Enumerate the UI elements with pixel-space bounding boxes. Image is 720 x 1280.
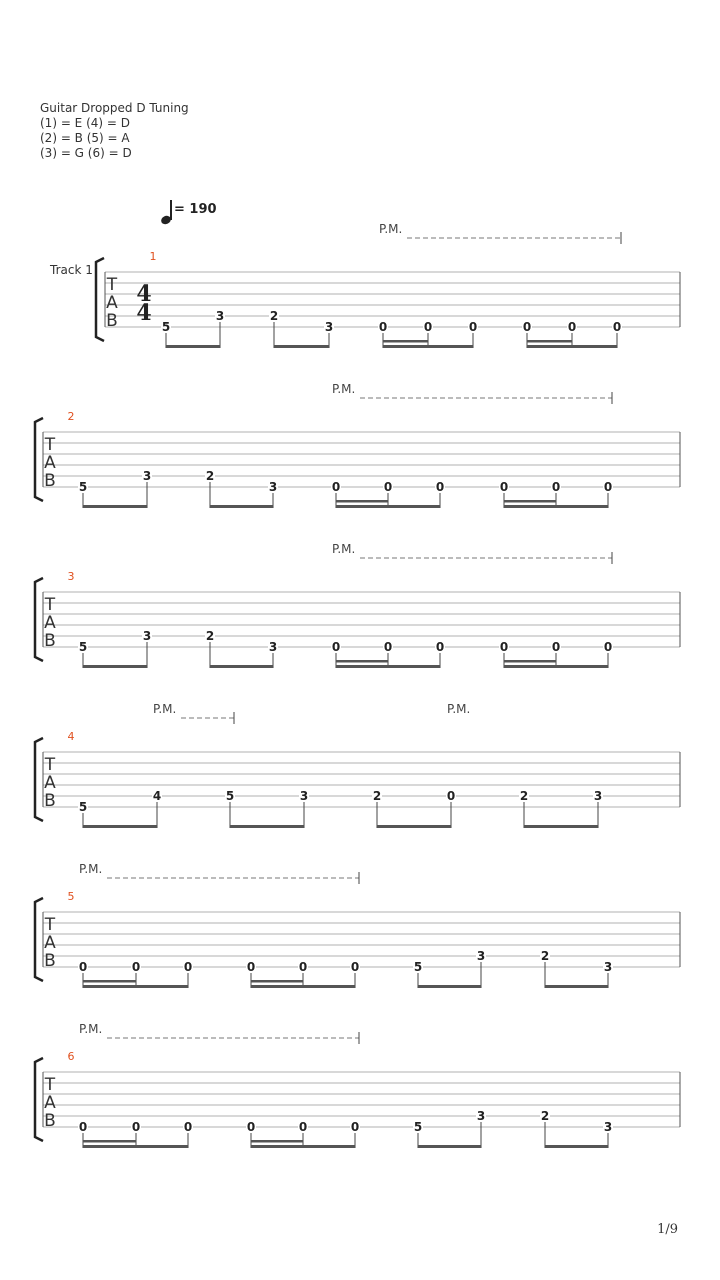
fret-number: 5 (78, 800, 88, 814)
fret-number: 3 (603, 1120, 613, 1134)
fret-number: 5 (413, 960, 423, 974)
tab-clef-letter: T (106, 275, 118, 295)
beam-secondary (336, 500, 388, 503)
time-signature-top: 4 (136, 281, 152, 307)
tab-clef-letter: B (44, 1111, 56, 1131)
system-bracket (35, 738, 43, 821)
tab-clef-letter: B (44, 631, 56, 651)
tuning-line: (2) = B (5) = A (40, 131, 130, 145)
beam (504, 505, 608, 508)
fret-number: 0 (383, 480, 393, 494)
fret-number: 2 (205, 469, 215, 483)
beam (251, 985, 355, 988)
fret-number: 0 (131, 1120, 141, 1134)
fret-number: 0 (499, 640, 509, 654)
beam-secondary (336, 660, 388, 663)
palm-mute-label: P.M. (447, 702, 471, 716)
beam (210, 505, 273, 508)
fret-number: 0 (603, 640, 613, 654)
fret-number: 4 (152, 789, 162, 803)
beam (274, 345, 329, 348)
beam-secondary (504, 660, 556, 663)
measure-number: 3 (67, 570, 75, 583)
tab-clef-letter: A (44, 773, 56, 793)
fret-number: 0 (183, 1120, 193, 1134)
fret-number: 0 (246, 960, 256, 974)
fret-number: 5 (161, 320, 171, 334)
measure-number: 5 (67, 890, 75, 903)
beam-secondary (251, 1140, 303, 1143)
tab-clef-letter: T (44, 915, 56, 935)
fret-number: 3 (268, 480, 278, 494)
fret-number: 0 (612, 320, 622, 334)
fret-number: 0 (298, 960, 308, 974)
palm-mute-label: P.M. (332, 382, 356, 396)
fret-number: 0 (446, 789, 456, 803)
tab-clef-letter: A (44, 613, 56, 633)
palm-mute-label: P.M. (153, 702, 177, 716)
fret-number: 3 (299, 789, 309, 803)
tab-clef-letter: A (44, 453, 56, 473)
fret-number: 0 (468, 320, 478, 334)
measure-number: 1 (149, 250, 157, 263)
tab-clef-letter: B (44, 791, 56, 811)
fret-number: 0 (183, 960, 193, 974)
fret-number: 0 (298, 1120, 308, 1134)
fret-number: 0 (383, 640, 393, 654)
system-bracket (35, 418, 43, 501)
fret-number: 0 (78, 960, 88, 974)
tab-clef-letter: T (44, 435, 56, 455)
measure-number: 4 (67, 730, 75, 743)
fret-number: 2 (269, 309, 279, 323)
tempo-value: = 190 (174, 202, 217, 217)
beam (83, 505, 147, 508)
beam (545, 985, 608, 988)
beam (418, 985, 481, 988)
fret-number: 2 (372, 789, 382, 803)
fret-number: 0 (331, 480, 341, 494)
fret-number: 2 (205, 629, 215, 643)
fret-number: 0 (551, 480, 561, 494)
system-bracket (35, 1058, 43, 1141)
beam-secondary (504, 500, 556, 503)
tuning-line: (1) = E (4) = D (40, 116, 130, 130)
fret-number: 0 (522, 320, 532, 334)
fret-number: 0 (131, 960, 141, 974)
fret-number: 0 (246, 1120, 256, 1134)
beam-secondary (251, 980, 303, 983)
fret-number: 3 (268, 640, 278, 654)
beam (83, 985, 188, 988)
beam (251, 1145, 355, 1148)
time-signature-bottom: 4 (136, 300, 152, 326)
fret-number: 3 (215, 309, 225, 323)
measure-number: 6 (67, 1050, 75, 1063)
beam (336, 505, 440, 508)
fret-number: 0 (435, 480, 445, 494)
beam (545, 1145, 608, 1148)
fret-number: 0 (350, 1120, 360, 1134)
fret-number: 0 (78, 1120, 88, 1134)
fret-number: 5 (413, 1120, 423, 1134)
track-label: Track 1 (50, 263, 93, 277)
fret-number: 0 (378, 320, 388, 334)
beam (210, 665, 273, 668)
page-number: 1/9 (657, 1222, 678, 1237)
tab-clef-letter: B (44, 951, 56, 971)
fret-number: 3 (603, 960, 613, 974)
fret-number: 5 (225, 789, 235, 803)
palm-mute-label: P.M. (79, 1022, 103, 1036)
beam-secondary (527, 340, 572, 343)
beam (527, 345, 617, 348)
system-bracket (96, 258, 104, 341)
beam (83, 665, 147, 668)
tuning-title: Guitar Dropped D Tuning (40, 101, 189, 115)
fret-number: 0 (331, 640, 341, 654)
fret-number: 3 (593, 789, 603, 803)
palm-mute-label: P.M. (79, 862, 103, 876)
palm-mute-label: P.M. (332, 542, 356, 556)
tab-clef-letter: T (44, 755, 56, 775)
beam (83, 1145, 188, 1148)
fret-number: 3 (476, 949, 486, 963)
beam (336, 665, 440, 668)
fret-number: 0 (551, 640, 561, 654)
beam (83, 825, 157, 828)
fret-number: 5 (78, 640, 88, 654)
fret-number: 0 (423, 320, 433, 334)
fret-number: 2 (540, 949, 550, 963)
fret-number: 3 (324, 320, 334, 334)
tab-clef-letter: B (44, 471, 56, 491)
beam (383, 345, 473, 348)
fret-number: 0 (350, 960, 360, 974)
tab-clef-letter: A (44, 933, 56, 953)
tab-clef-letter: A (44, 1093, 56, 1113)
tab-clef-letter: A (106, 293, 118, 313)
system-bracket (35, 578, 43, 661)
system-bracket (35, 898, 43, 981)
fret-number: 2 (540, 1109, 550, 1123)
tab-clef-letter: T (44, 595, 56, 615)
beam (166, 345, 220, 348)
fret-number: 3 (142, 469, 152, 483)
fret-number: 0 (567, 320, 577, 334)
measure-number: 2 (67, 410, 75, 423)
fret-number: 3 (476, 1109, 486, 1123)
beam-secondary (383, 340, 428, 343)
fret-number: 0 (603, 480, 613, 494)
tab-clef-letter: B (106, 311, 118, 331)
fret-number: 3 (142, 629, 152, 643)
fret-number: 2 (519, 789, 529, 803)
fret-number: 5 (78, 480, 88, 494)
beam (504, 665, 608, 668)
beam-secondary (83, 1140, 136, 1143)
tuning-line: (3) = G (6) = D (40, 146, 132, 160)
fret-number: 0 (499, 480, 509, 494)
beam (230, 825, 304, 828)
tab-clef-letter: T (44, 1075, 56, 1095)
fret-number: 0 (435, 640, 445, 654)
beam (418, 1145, 481, 1148)
beam-secondary (83, 980, 136, 983)
palm-mute-label: P.M. (379, 222, 403, 236)
beam (377, 825, 451, 828)
beam (524, 825, 598, 828)
